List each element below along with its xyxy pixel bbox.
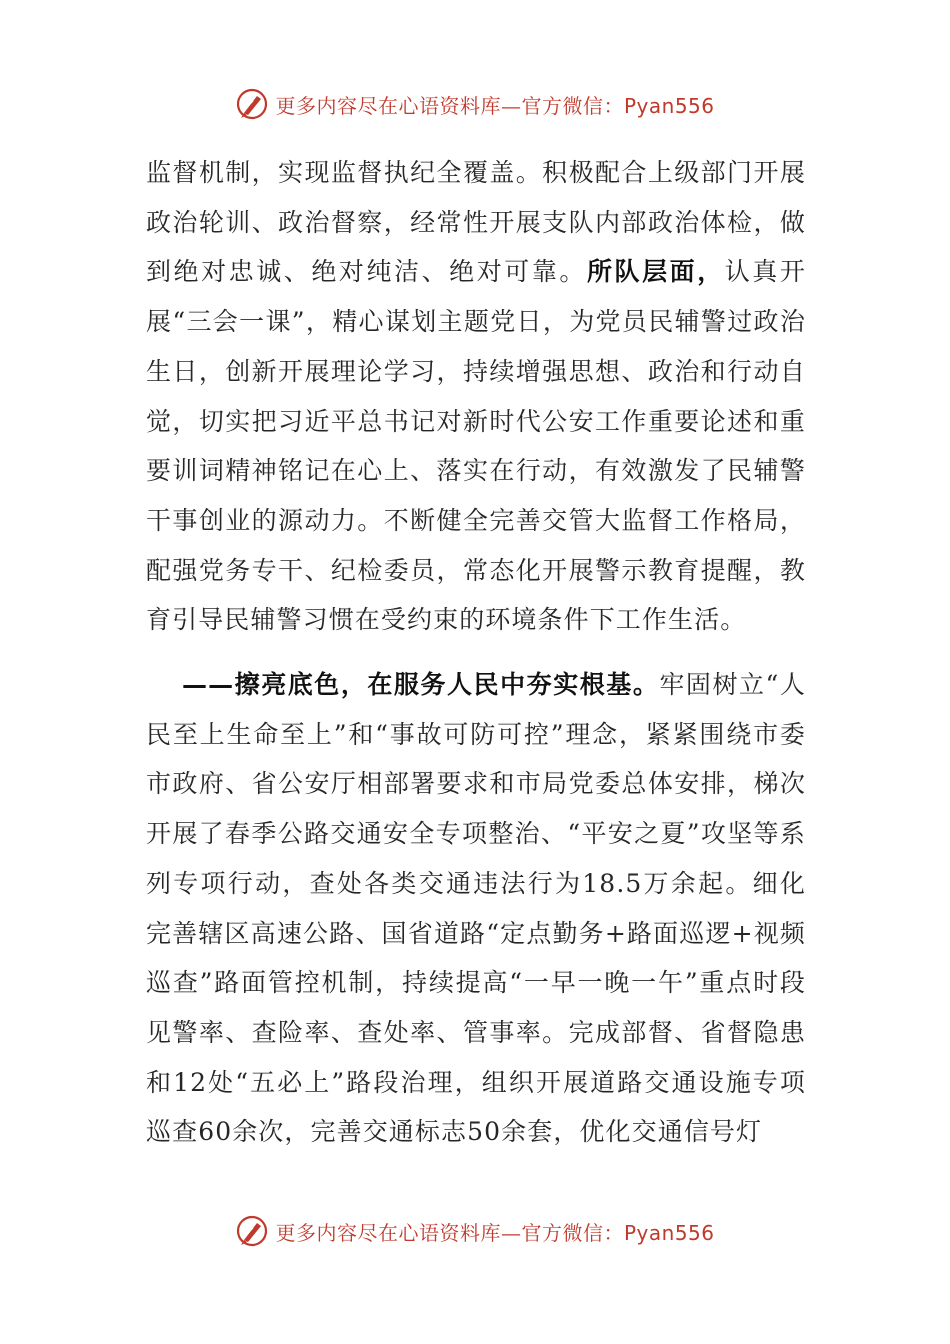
paragraph-1-bold: 所队层面， (586, 257, 725, 287)
quill-pen-icon (235, 87, 269, 121)
paragraph-2-heading: ——擦亮底色，在服务人民中夯实根基。 (182, 670, 660, 700)
quill-pen-icon (235, 1214, 269, 1248)
paragraph-1-rest: 认真开展“三会一课”，精心谋划主题党日，为党员民辅警过政治生日，创新开展理论学习，持续增强思想、政治和行动自觉，切实把习近平总书记对新时代公安工作重要论述和重要训词精神铭记在心上、落实在行动，有效激发了民辅警干事创业的源动力。不断健全完善交管大监督工作格局，配强党务专干、纪检委员，常态化开展警示教育提醒，教育引导民辅警习惯在受约束的环境条件下工作生活。 (146, 257, 806, 635)
document-body (146, 148, 806, 1157)
header-banner (0, 84, 950, 124)
wechat-id: Pyan556 (623, 1220, 715, 1245)
wechat-id: Pyan556 (623, 93, 715, 118)
paragraph-1 (146, 148, 806, 645)
banner-text: 更多内容尽在心语资料库—官方微信：Pyan556 (275, 93, 715, 118)
paragraph-1-lead: 监督机制，实现监督执纪全覆盖。积极配合上级部门开展政治轮训、政治督察，经常性开展支队内部政治体检，做到绝对忠诚、绝对纯洁、绝对可靠。 (146, 158, 806, 287)
paragraph-2 (146, 660, 806, 1157)
banner-text: 更多内容尽在心语资料库—官方微信：Pyan556 (275, 1220, 715, 1245)
footer-banner (0, 1211, 950, 1251)
paragraph-2-text: 牢固树立“人民至上生命至上”和“事故可防可控”理念，紧紧围绕市委市政府、省公安厅相部署要求和市局党委总体安排，梯次开展了春季公路交通安全专项整治、“平安之夏”攻坚等系列专项行动，查处各类交通违法行为18.5万余起。细化完善辖区高速公路、国省道路“定点勤务+路面巡逻+视频巡查”路面管控机制，持续提高“一早一晚一午”重点时段见警率、查险率、查处率、管事率。完成部督、省督隐患和12处“五必上”路段治理，组织开展道路交通设施专项巡查60余次，完善交通标志50余套，优化交通信号灯 (146, 670, 806, 1147)
